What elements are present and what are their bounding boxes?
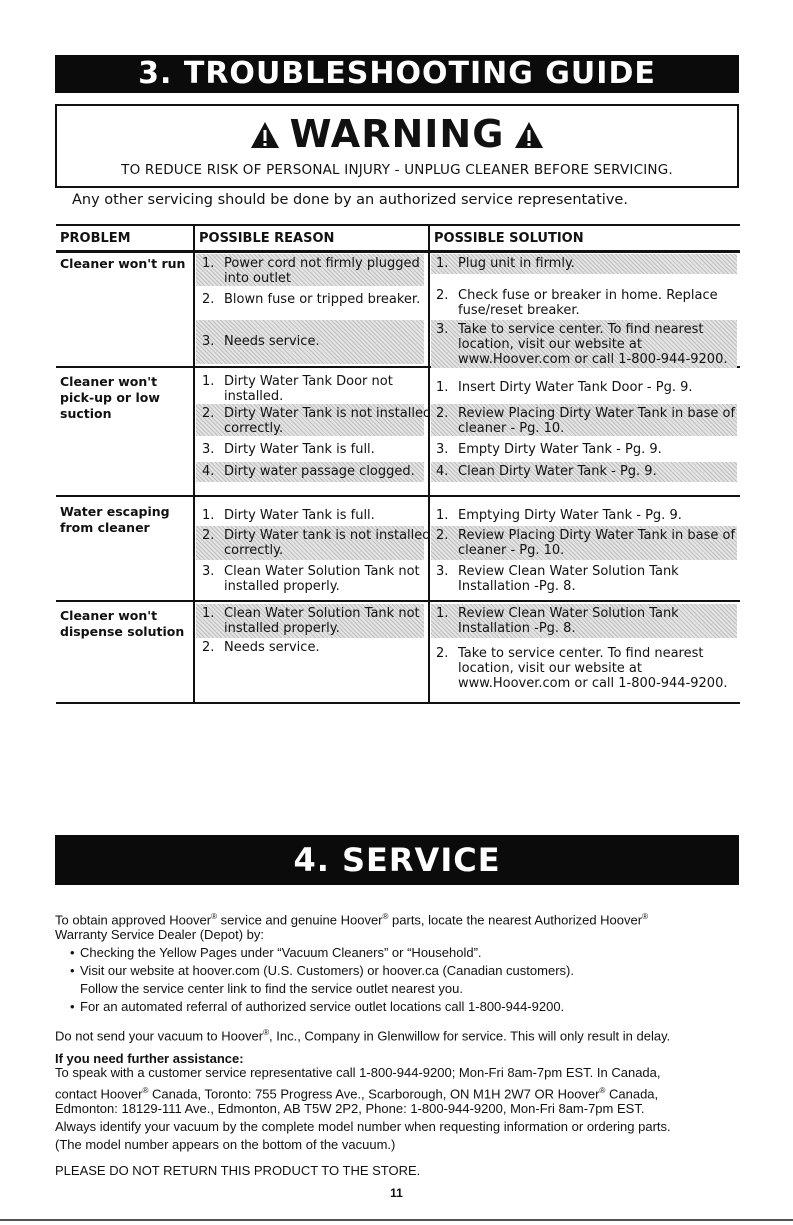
reason-item: 2. Needs service.: [202, 640, 320, 655]
solution-item: 2. Review Placing Dirty Water Tank in base of cleaner - Pg. 10.: [436, 528, 736, 558]
assistance-line: contact Hoover® Canada, Toronto: 755 Progress Ave., Scarborough, ON M1H 2W7 OR Hoover® Canada,: [55, 1086, 659, 1102]
reason-item: 3. Clean Water Solution Tank not installed properly.: [202, 564, 420, 594]
solution-item: 4. Clean Dirty Water Tank - Pg. 9.: [436, 464, 657, 479]
table-top-rule: [56, 224, 740, 226]
problem-label: Cleaner won't dispense solution: [60, 608, 185, 639]
service-bullet: • For an automated referral of authorized service outlet locations call 1-800-944-9200.: [80, 998, 564, 1016]
solution-item: 3. Review Clean Water Solution Tank Installation -Pg. 8.: [436, 564, 679, 594]
warning-box: [55, 104, 739, 188]
solution-item: 2. Check fuse or breaker in home. Replace fuse/reset breaker.: [436, 288, 718, 318]
page-number: 11: [390, 1186, 403, 1200]
reason-item: 4. Dirty water passage clogged.: [202, 464, 415, 479]
service-intro: Warranty Service Dealer (Depot) by:: [55, 927, 265, 942]
reason-item: 1. Clean Water Solution Tank not installed properly.: [202, 606, 420, 636]
solution-item: 1. Plug unit in firmly.: [436, 256, 575, 271]
reason-item: 2. Dirty Water Tank is not installed correctly.: [202, 406, 432, 436]
reason-item: 2. Dirty Water tank is not installed correctly.: [202, 528, 431, 558]
header-possible-reason: POSSIBLE REASON: [199, 231, 335, 246]
service-intro: To obtain approved Hoover® service and genuine Hoover® parts, locate the nearest Authorized Hoover®: [55, 912, 648, 928]
section-3-title: 3. TROUBLESHOOTING GUIDE: [55, 55, 739, 93]
row-divider: [56, 600, 740, 602]
solution-item: 1. Insert Dirty Water Tank Door - Pg. 9.: [436, 380, 693, 395]
reason-item: 3. Needs service.: [202, 334, 320, 349]
assistance-heading: If you need further assistance:: [55, 1051, 244, 1066]
section-4-title: 4. SERVICE: [55, 835, 739, 885]
table-header-rule: [56, 250, 740, 253]
solution-item: 3. Empty Dirty Water Tank - Pg. 9.: [436, 442, 662, 457]
warning-triangle-icon: [250, 121, 280, 149]
assistance-line: (The model number appears on the bottom of the vacuum.): [55, 1137, 396, 1152]
warning-subtitle: TO REDUCE RISK OF PERSONAL INJURY - UNPLUG CLEANER BEFORE SERVICING.: [121, 162, 673, 178]
service-bullet-continuation: Follow the service center link to find the service outlet nearest you.: [80, 981, 463, 996]
solution-item: 3. Take to service center. To find nearest location, visit our website at www.Hoover.com or call 1-800-944-9200.: [436, 322, 728, 367]
table-bottom-rule: [56, 702, 740, 704]
header-problem: PROBLEM: [60, 231, 131, 246]
problem-label: Cleaner won't pick-up or low suction: [60, 374, 160, 421]
problem-label: Water escaping from cleaner: [60, 504, 170, 535]
solution-item: 1. Emptying Dirty Water Tank - Pg. 9.: [436, 508, 682, 523]
reason-item: 1. Dirty Water Tank is full.: [202, 508, 375, 523]
reason-item: 2. Blown fuse or tripped breaker.: [202, 292, 421, 307]
service-note: Any other servicing should be done by an authorized service representative.: [72, 192, 628, 208]
bottom-rule: [0, 1219, 793, 1221]
warning-title-row: [57, 112, 737, 156]
assistance-line: Always identify your vacuum by the complete model number when requesting information or ordering parts.: [55, 1119, 671, 1134]
reason-item: 1. Dirty Water Tank Door not installed.: [202, 374, 393, 404]
solution-item: 1. Review Clean Water Solution Tank Installation -Pg. 8.: [436, 606, 679, 636]
header-possible-solution: POSSIBLE SOLUTION: [434, 231, 584, 246]
service-bullet: • Checking the Yellow Pages under “Vacuum Cleaners” or “Household”.: [80, 944, 482, 962]
problem-label: Cleaner won't run: [60, 256, 186, 271]
column-divider: [193, 224, 195, 704]
troubleshooting-table: [56, 224, 740, 704]
solution-item: 2. Take to service center. To find nearest location, visit our website at www.Hoover.com or call 1-800-944-9200.: [436, 646, 728, 691]
warning-title: WARNING: [289, 112, 505, 156]
return-note: PLEASE DO NOT RETURN THIS PRODUCT TO THE STORE.: [55, 1163, 421, 1178]
reason-item: 1. Power cord not firmly plugged into outlet: [202, 256, 420, 286]
row-divider: [56, 495, 740, 497]
assistance-line: Edmonton: 18129-111 Ave., Edmonton, AB T5W 2P2, Phone: 1-800-944-9200, Mon-Fri 8am-7pm EST.: [55, 1101, 645, 1116]
solution-item: 2. Review Placing Dirty Water Tank in base of cleaner - Pg. 10.: [436, 406, 736, 436]
warning-triangle-icon: [514, 121, 544, 149]
do-not-send-note: Do not send your vacuum to Hoover®, Inc., Company in Glenwillow for service. This will only result in delay.: [55, 1028, 671, 1044]
assistance-line: To speak with a customer service representative call 1-800-944-9200; Mon-Fri 8am-7pm EST. In Canada,: [55, 1065, 661, 1080]
service-bullet: • Visit our website at hoover.com (U.S. Customers) or hoover.ca (Canadian customers).: [80, 962, 574, 980]
reason-item: 3. Dirty Water Tank is full.: [202, 442, 375, 457]
